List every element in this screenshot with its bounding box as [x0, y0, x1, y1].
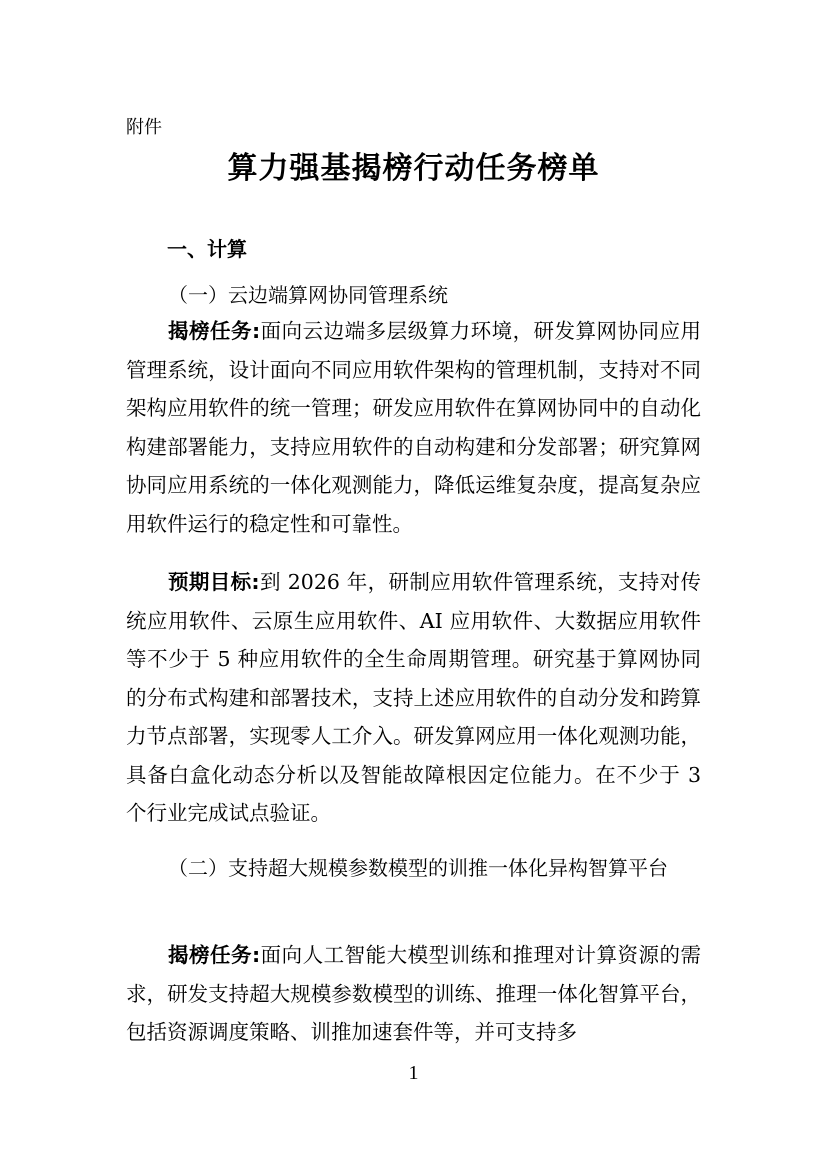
page-number: 1 — [408, 1062, 419, 1084]
task-label: 揭榜任务: — [168, 319, 261, 343]
section-heading: 一、计算 — [167, 237, 247, 261]
item-2-subtitle: （二）支持超大规模参数模型的训推一体化异构智算平台 — [168, 856, 668, 880]
task-text: 面向人工智能大模型训练和推理对计算资源的需求，研发支持超大规模参数模型的训练、推理一体化智算平台，包括资源调度策略、训推加速套件等，并可支持多 — [126, 943, 701, 1044]
task-text: 面向云边端多层级算力环境，研发算网协同应用管理系统，设计面向不同应用软件架构的管理机制，支持对不同架构应用软件的统一管理；研发应用软件在算网协同中的自动化构建部署能力，支持应用软件的自动构建和分发部署；研究算网协同应用系统的一体化观测能力，降低运维复杂度，提高复杂应用软件运行的稳定性和可靠性。 — [126, 319, 701, 536]
task-label: 揭榜任务: — [168, 943, 261, 967]
document-title: 算力强基揭榜行动任务榜单 — [227, 151, 600, 186]
item-1-goal-paragraph — [126, 563, 701, 833]
attachment-label: 附件 — [126, 117, 162, 138]
item-1-subtitle: （一）云边端算网协同管理系统 — [168, 283, 448, 307]
item-2-task-paragraph — [126, 936, 701, 1052]
item-1-task-paragraph — [126, 312, 701, 543]
goal-label: 预期目标: — [168, 570, 260, 594]
goal-text: 到 2026 年，研制应用软件管理系统，支持对传统应用软件、云原生应用软件、AI 应用软件、大数据应用软件等不少于 5 种应用软件的全生命周期管理。研究基于算网协同的分布式构建和部署技术，支持上述应用软件的自动分发和跨算力节点部署，实现零人工介入。研发算网应用一体化观测功能，具备白盒化动态分析以及智能故障根因定位能力。在不少于 3 个行业完成试点验证。 — [126, 570, 702, 825]
